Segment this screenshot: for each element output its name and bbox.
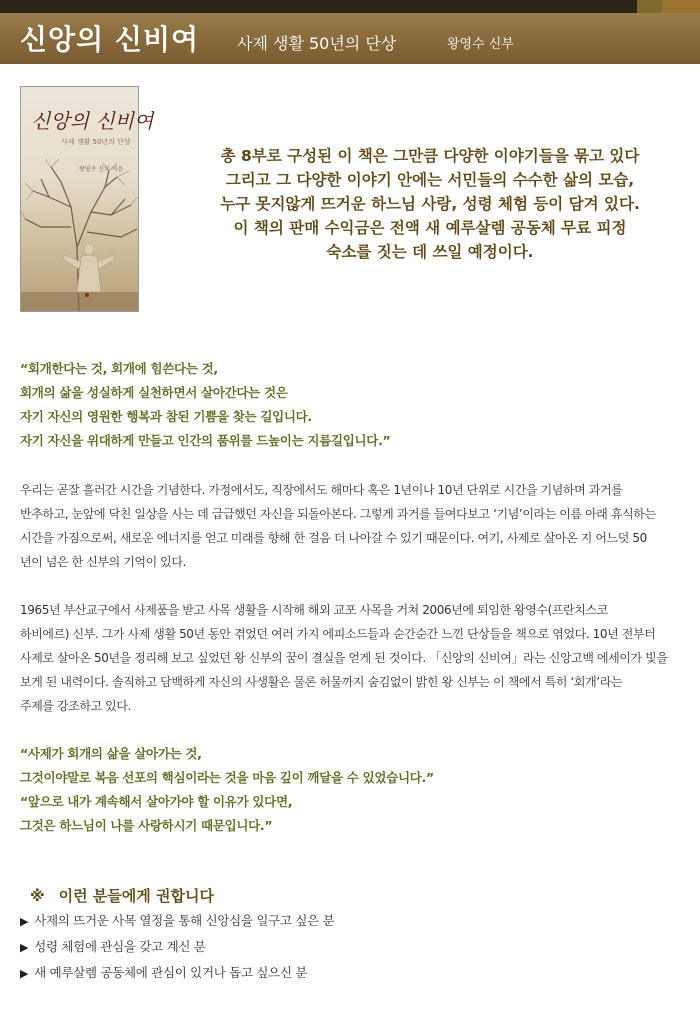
header-top-bar-accent-2 (662, 0, 700, 13)
quote-line: “앞으로 내가 계속해서 살아가야 할 이유가 있다면, (20, 794, 293, 809)
page-subtitle: 사제 생활 50년의 단상 (237, 34, 397, 53)
page-header (0, 0, 700, 64)
list-item-text: 새 예루살렘 공동체에 관심이 있거나 돕고 싶으신 분 (34, 965, 308, 980)
list-item-text: 성령 체험에 관심을 갖고 계신 분 (34, 939, 206, 954)
summary-line: 이 책의 판매 수익금은 전액 새 예루살렘 공동체 무료 피정 (233, 219, 627, 237)
paragraph-line: 주제를 강조하고 있다. (20, 699, 131, 713)
recommend-list (20, 908, 334, 986)
paragraph-line: 년이 넘은 한 신부의 기억이 있다. (20, 555, 186, 569)
cover-author: 왕영수 신부 지음 (79, 166, 124, 173)
quote-block-2 (20, 742, 434, 838)
quote-line: 자기 자신의 영원한 행복과 참된 기쁨을 찾는 길입니다. (20, 409, 312, 424)
quote-line: “사제가 회개의 삶을 살아가는 것, (20, 746, 202, 761)
cover-subtitle: 사제 생활 50년의 단상 (61, 138, 131, 146)
body-paragraph-2 (20, 598, 690, 718)
summary-line: 그리고 그 다양한 이야기 안에는 서민들의 수수한 삶의 모습, (225, 171, 635, 189)
quote-line: 그것이야말로 복음 선포의 핵심이라는 것을 마음 깊이 깨달을 수 있었습니다.” (20, 770, 434, 785)
quote-line: 회개의 삶을 성실하게 실천하면서 살아간다는 것은 (20, 385, 288, 400)
paragraph-line: 1965년 부산교구에서 사제품을 받고 사목 생활을 시작해 해외 교포 사목을 거쳐 2006년에 퇴임한 왕영수(프란치스코 (20, 603, 608, 617)
paragraph-line: 사제로 살아온 50년을 정리해 보고 싶었던 왕 신부의 꿈이 결실을 얻게 된 것이다. 「신앙의 신비여」라는 신앙고백 에세이가 빛을 (20, 651, 668, 665)
list-item-text: 사제의 뜨거운 사목 열정을 통해 신앙심을 일구고 싶은 분 (34, 913, 335, 928)
paragraph-line: 보게 된 내력이다. 솔직하고 담백하게 자신의 사생활은 물론 허물까지 숨김없이 밝힌 왕 신부는 이 책에서 특히 ‘회개’라는 (20, 675, 623, 689)
paragraph-line: 시간을 가짐으로써, 새로운 에너지를 얻고 미래를 향해 한 걸음 더 나아갈 수 있기 때문이다. 여기, 사제로 살아온 지 어느덧 50 (20, 531, 647, 545)
triangle-bullet-icon: ▶ (20, 915, 29, 928)
list-item (20, 908, 334, 934)
triangle-bullet-icon: ▶ (20, 941, 29, 954)
quote-line: “회개한다는 것, 회개에 힘쓴다는 것, (20, 361, 218, 376)
reference-mark-icon: ※ (30, 887, 45, 905)
quote-block-1 (20, 357, 390, 453)
paragraph-line: 우리는 곧잘 흘러간 시간을 기념한다. 가정에서도, 직장에서도 해마다 혹은 1년이나 10년 단위로 시간을 기념하며 과거를 (20, 483, 623, 497)
header-top-bar (0, 0, 700, 13)
page-title: 신앙의 신비여 (20, 23, 200, 56)
book-cover-image (20, 86, 154, 312)
triangle-bullet-icon: ▶ (20, 967, 29, 980)
body-paragraph-1 (20, 478, 690, 574)
list-item (20, 960, 334, 986)
book-summary (180, 144, 680, 264)
list-item (20, 934, 334, 960)
summary-line: 숙소를 짓는 데 쓰일 예정이다. (326, 243, 534, 261)
quote-line: 자기 자신을 위대하게 만들고 인간의 품위를 드높이는 지름길입니다.” (20, 433, 391, 448)
summary-line: 누구 못지않게 뜨거운 하느님 사랑, 성령 체험 등이 담겨 있다. (220, 195, 640, 213)
cover-title: 신앙의 신비여 (31, 109, 154, 133)
quote-line: 그것은 하느님이 나를 사랑하시기 때문입니다.” (20, 818, 273, 833)
paragraph-line: 반추하고, 눈앞에 닥친 일상을 사는 데 급급했던 자신을 되돌아본다. 그렇게 과거를 들여다보고 ‘기념’이라는 이름 아래 휴식하는 (20, 507, 656, 521)
recommend-heading (30, 885, 214, 906)
paragraph-line: 하비에르) 신부. 그가 사제 생활 50년 동안 겪었던 여러 가지 에피소드들과 순간순간 느낀 단상들을 책으로 엮었다. 10년 전부터 (20, 627, 656, 641)
summary-line: 총 8부로 구성된 이 책은 그만큼 다양한 이야기들을 묶고 있다 (220, 147, 640, 165)
recommend-heading-text: 이런 분들에게 권합니다 (58, 887, 214, 905)
header-top-bar-accent (637, 0, 662, 13)
page-author: 왕영수 신부 (447, 37, 514, 52)
